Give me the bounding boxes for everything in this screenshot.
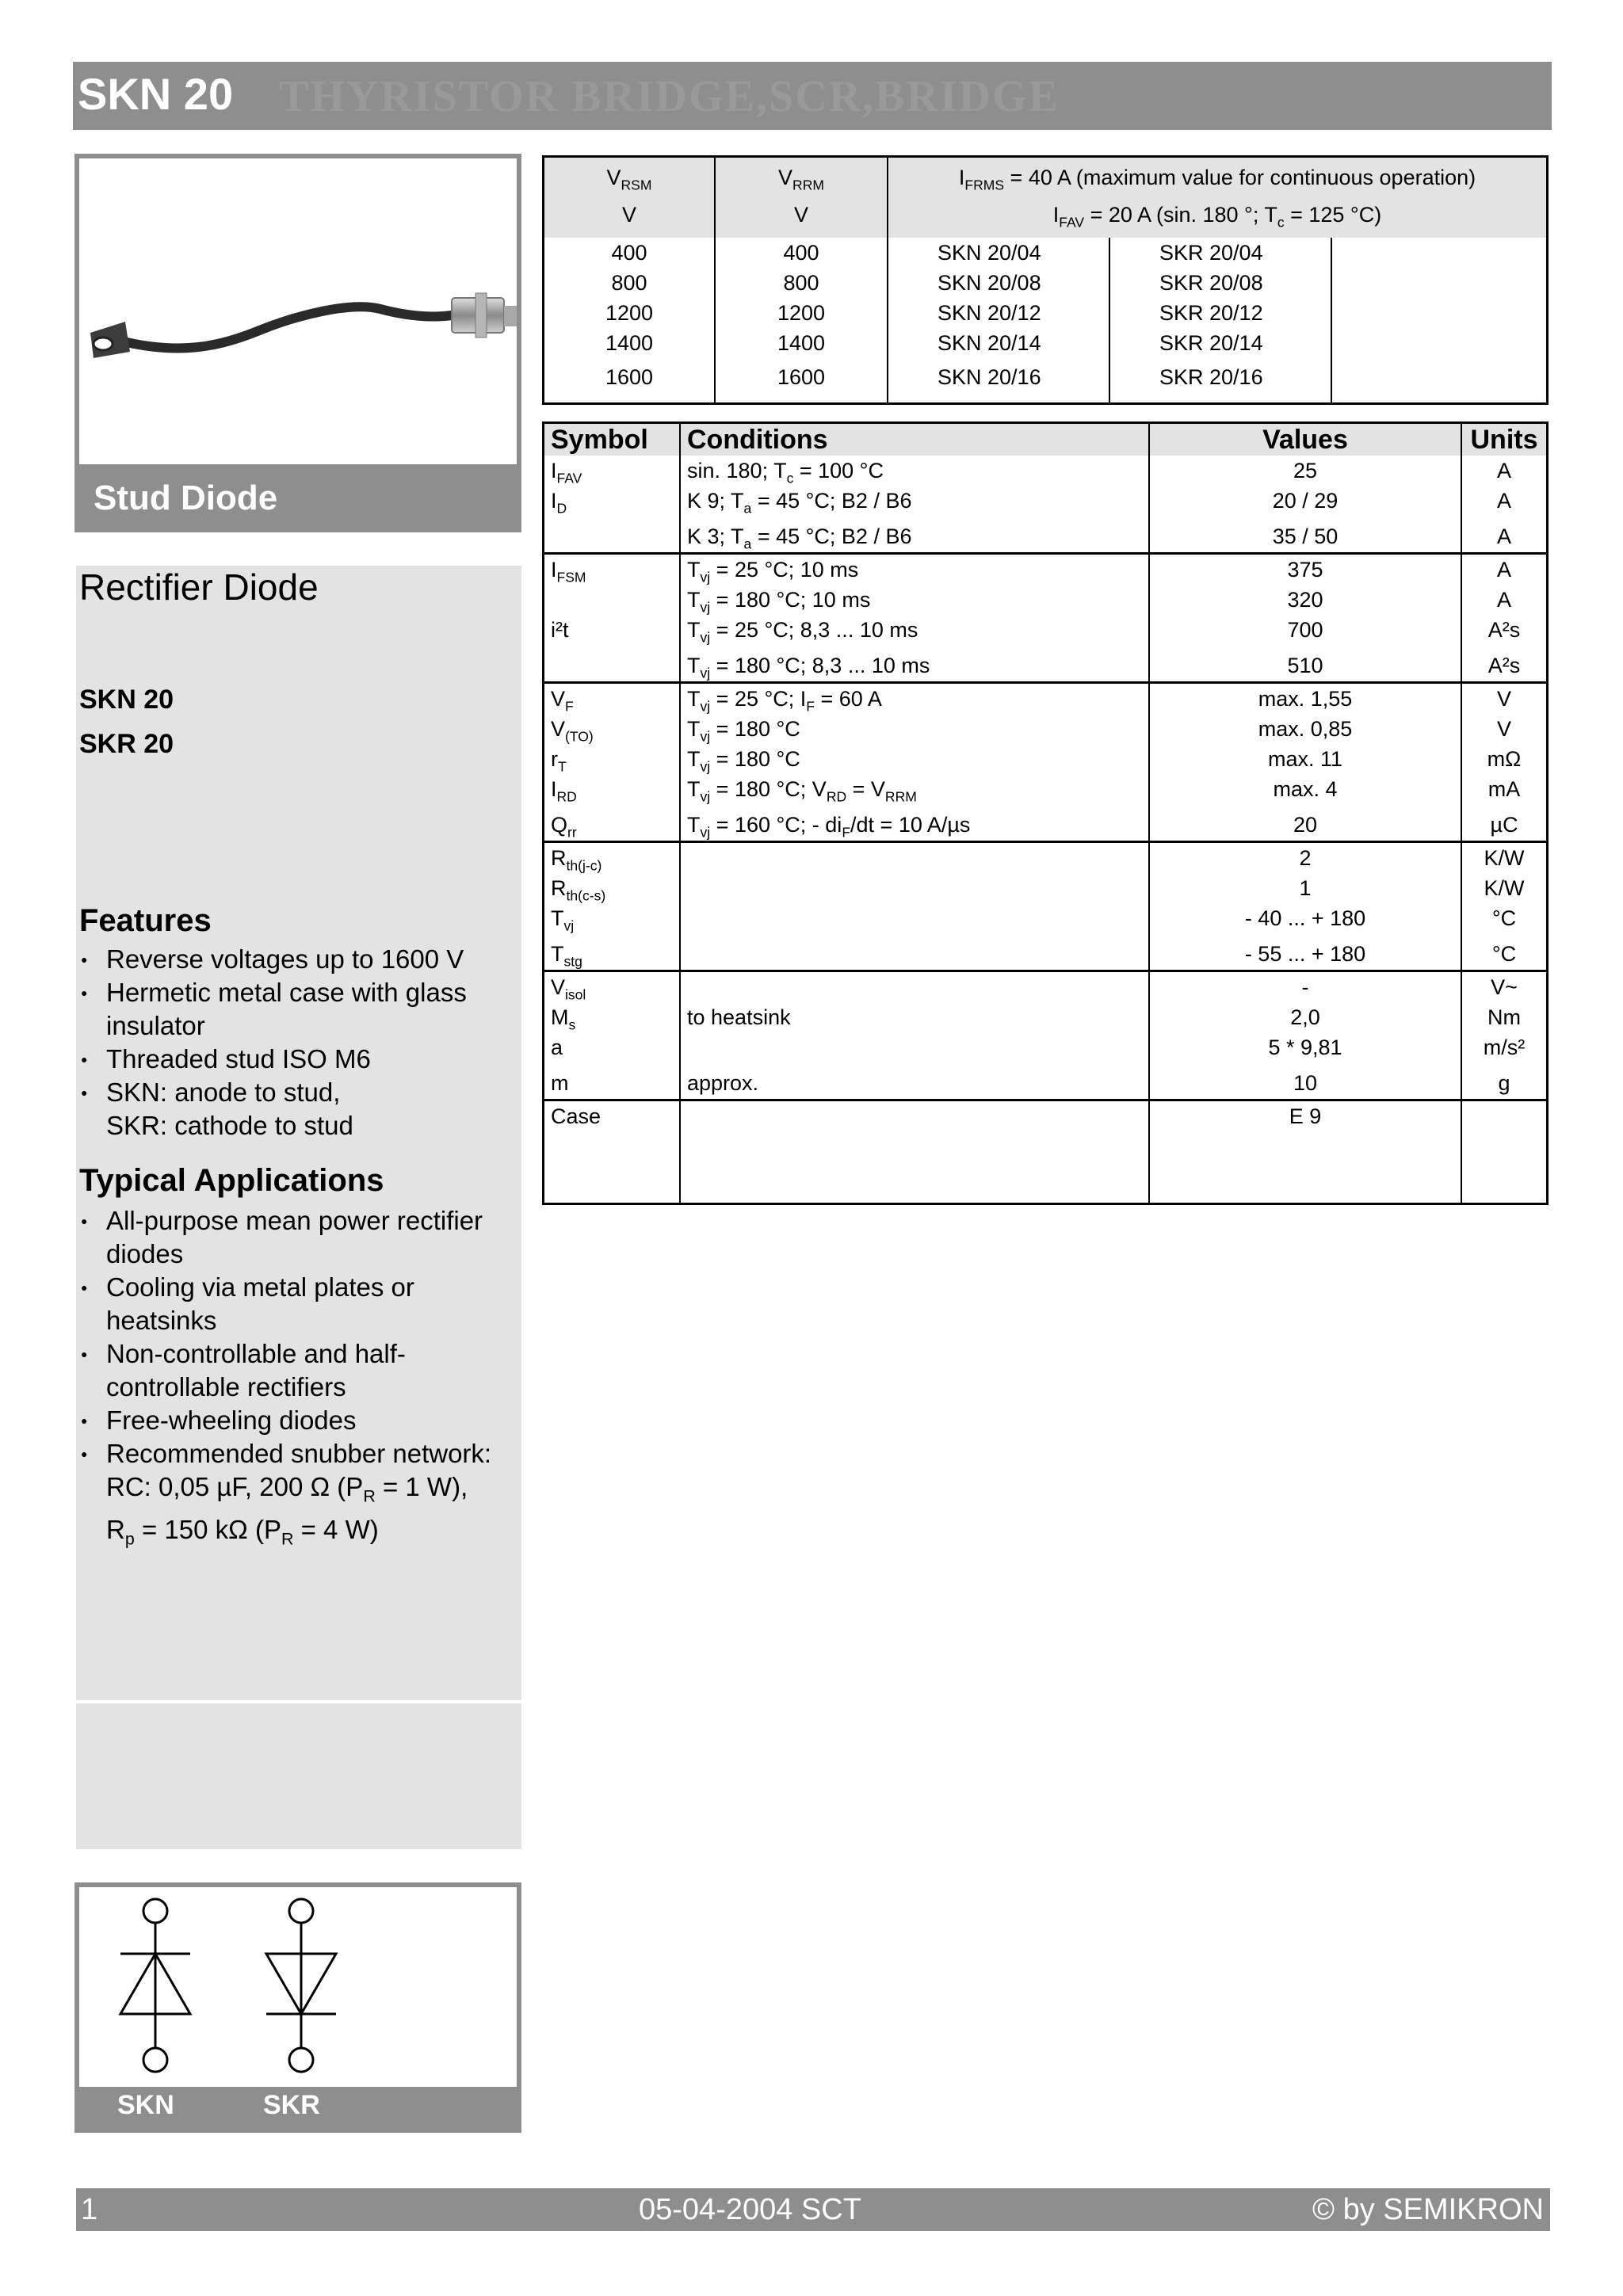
device-category-title: Rectifier Diode	[79, 566, 319, 608]
applications-list	[79, 1204, 523, 1555]
table-row: $R_{th(j-c)}$ $R_{th(c-s)}$ $T_{vj}$ $T_{stg}$ 2 1 - 40 ... + 180 - 55 ... + 180 K/W K/W °C °C	[544, 842, 1548, 971]
ordering-table	[542, 155, 1549, 405]
header-vrsm: $V_{RSM}$ V	[544, 157, 716, 238]
list-item: ● Reverse voltages up to 1600 V	[79, 943, 523, 976]
list-item: ● Free-wheeling diodes	[79, 1404, 523, 1437]
product-photo	[79, 158, 517, 464]
diode-symbols-diagram	[79, 1887, 517, 2087]
list-item: ● Cooling via metal plates or heatsinks	[79, 1271, 439, 1337]
list-item: ● Threaded stud ISO M6	[79, 1043, 523, 1076]
table-header-row	[544, 157, 1548, 238]
circuit-symbol-box	[74, 1882, 521, 2133]
header-current-ratings: $I_{FRMS} = 40$ A (maximum value for continuous operation) $I_{FAV} = 20$ A (sin. 180 °; $T_c = 125$ °C)	[888, 157, 1548, 238]
table-row: 1600 1600 SKN 20/16 SKR 20/16	[544, 358, 1548, 404]
skr-diode-symbol	[266, 1899, 336, 2072]
stud-diode-photo	[79, 158, 517, 464]
model-name: SKN 20	[79, 685, 174, 715]
page-title: SKN 20	[78, 69, 234, 119]
page-number: 1	[81, 2193, 98, 2226]
product-photo-box	[74, 154, 521, 532]
footer-bar	[76, 2188, 1550, 2231]
symbol-label-skn: SKN	[117, 2090, 174, 2120]
table-header-row: Symbol Conditions Values Units	[544, 423, 1548, 456]
header-bar	[73, 62, 1552, 130]
table-row: 1200 1200 SKN 20/12 SKR 20/12	[544, 298, 1548, 328]
features-heading: Features	[79, 903, 212, 938]
table-row: 1400 1400 SKN 20/14 SKR 20/14	[544, 328, 1548, 358]
list-item: ● SKN: anode to stud, SKR: cathode to stud	[79, 1076, 376, 1142]
header-vrrm: $V_{RRM}$ V	[715, 157, 888, 238]
skn-diode-symbol	[120, 1899, 190, 2072]
list-item: ● Non-controllable and half-controllable rectifiers	[79, 1337, 423, 1404]
copyright: © by SEMIKRON	[1312, 2193, 1544, 2226]
table-row: 400 400 SKN 20/04 SKR 20/04	[544, 238, 1548, 268]
applications-heading: Typical Applications	[79, 1163, 384, 1198]
table-row: $I_{FAV}$ $I_D$ sin. 180; $T_c = 100$ °C K 9; $T_a = 45$ °C; B2 / B6 K 3; $T_a = 45$ °C; B2 / B6 25 20 / 29 35 / 50 A A A	[544, 456, 1548, 554]
left-description-panel	[76, 566, 521, 1849]
features-list	[79, 943, 523, 1142]
header-watermark-text: THYRISTOR BRIDGE,SCR,BRIDGE	[279, 72, 1060, 121]
model-name: SKR 20	[79, 729, 174, 759]
parameter-table	[542, 421, 1549, 1205]
list-item: ● Hermetic metal case with glass insulator	[79, 976, 495, 1043]
revision-date: 05-04-2004 SCT	[639, 2193, 861, 2226]
list-item: ● All-purpose mean power rectifier diodes	[79, 1204, 518, 1271]
symbol-label-skr: SKR	[263, 2090, 320, 2120]
table-row: $V_F$ $V_{(TO)}$ $r_T$ $I_{RD}$ $Q_{rr}$ $T_{vj} = 25$ °C; $I_F = 60$ A $T_{vj} = 180$ °C $T_{vj} = 180$ °C $T_{vj} = 180$ °C; $V_{RD} = V_{RRM}$ $T_{vj} = 160$ °C; - $di_F/dt = 10$ A/µs max. 1,55 max. 0,85 max. 11 max. 4 20 V V mΩ mA µC	[544, 683, 1548, 842]
photo-caption: Stud Diode	[94, 479, 278, 517]
table-row: 800 800 SKN 20/08 SKR 20/08	[544, 268, 1548, 298]
list-item: ● Recommended snubber network: RC: 0,05 µF, 200 Ω ($P_R = 1$ W), $R_p = 150$ kΩ ($P_R = 4$ W)	[79, 1437, 523, 1555]
table-row: $I_{FSM}$ i²t $T_{vj} = 25$ °C; 10 ms $T_{vj} = 180$ °C; 10 ms $T_{vj} = 25$ °C; 8,3 ... 10 ms $T_{vj} = 180$ °C; 8,3 ... 10 ms 375 320 700 510 A A A²s A²s	[544, 554, 1548, 683]
table-row: $V_{isol}$ $M_s$ a m to heatsink approx. - 2,0 5 * 9,81 10 V~ Nm m/s² g	[544, 971, 1548, 1100]
panel-divider	[76, 1700, 521, 1703]
table-row: Case E 9	[544, 1100, 1548, 1204]
